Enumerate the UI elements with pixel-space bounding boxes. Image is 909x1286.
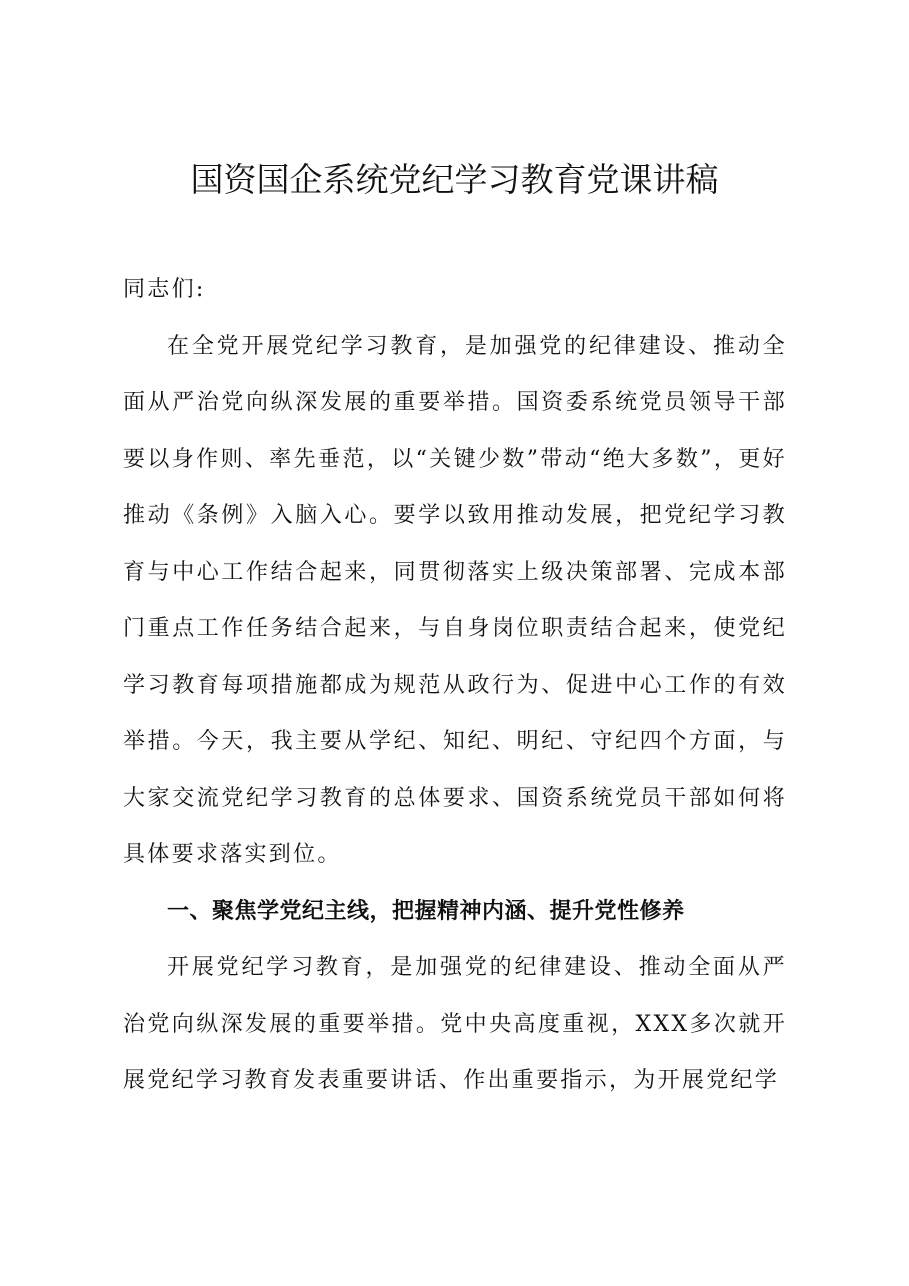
document-body	[123, 262, 787, 1110]
document-title: 国资国企系统党纪学习教育党课讲稿	[190, 160, 719, 199]
section-heading: 一、聚焦学党纪主线，把握精神内涵、提升党性修养	[167, 898, 685, 924]
salutation: 同志们:	[123, 277, 206, 302]
body-paragraph: 开展党纪学习教育，是加强党的纪律建设、推动全面从严治党向纵深发展的重要举措。党中央高度重视，XXX多次就开展党纪学习教育发表重要讲话、作出重要指示，为开展党纪学	[123, 955, 787, 1093]
body-paragraph: 在全党开展党纪学习教育，是加强党的纪律建设、推动全面从严治党向纵深发展的重要举措。国资委系统党员领导干部要以身作则、率先垂范，以“关键少数”带动“绝大多数”，更好推动《条例》入脑入心。要学以致用推动发展，把党纪学习教育与中心工作结合起来，同贯彻落实上级决策部署、完成本部门重点工作任务结合起来，与自身岗位职责结合起来，使党纪学习教育每项措施都成为规范从政行为、促进中心工作的有效举措。今天，我主要从学纪、知纪、明纪、守纪四个方面，与大家交流党纪学习教育的总体要求、国资系统党员干部如何将具体要求落实到位。	[123, 333, 787, 867]
